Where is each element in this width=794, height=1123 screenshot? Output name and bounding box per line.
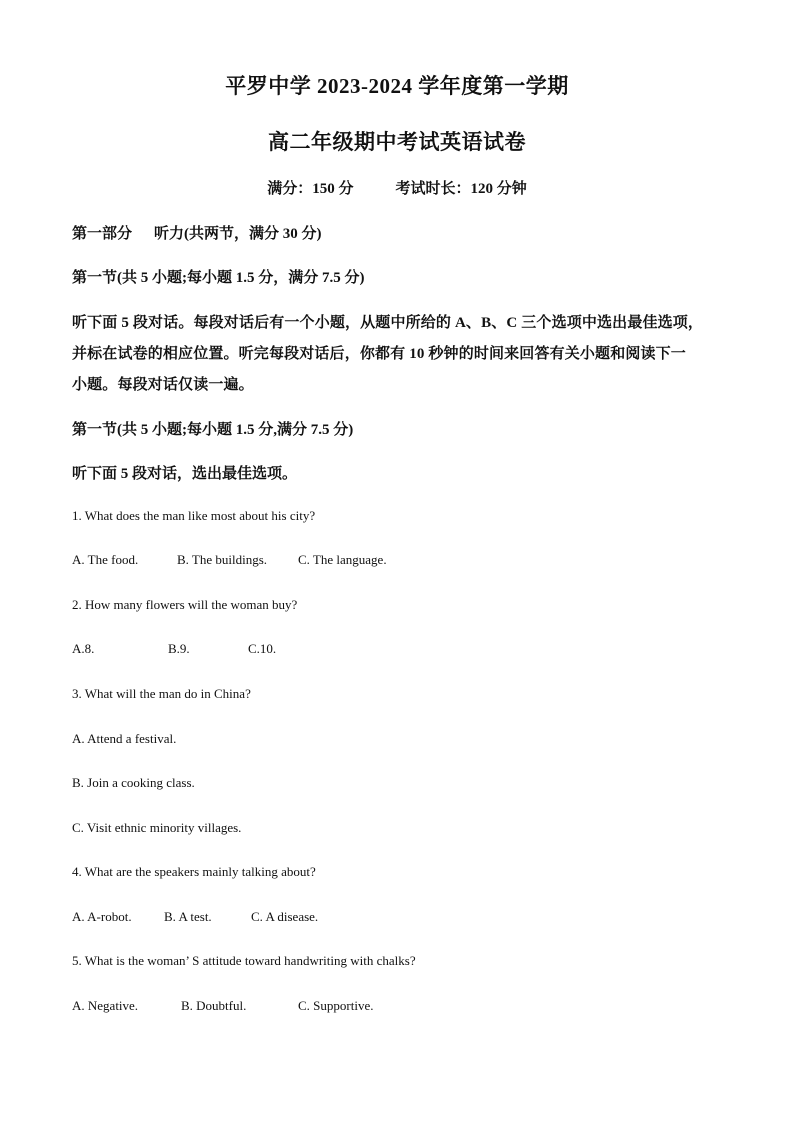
question-1-option-a: A. The food. [72, 552, 139, 567]
exam-meta [0, 177, 794, 198]
question-4-option-a: A. A-robot. [72, 909, 132, 924]
question-4-stem: 4. What are the speakers mainly talking about? [72, 864, 316, 879]
question-4-option-b: B. A test. [164, 909, 212, 924]
question-3-stem: 3. What will the man do in China? [72, 686, 251, 701]
question-5-option-a: A. Negative. [72, 998, 139, 1013]
question-3-option-c: C. Visit ethnic minority villages. [72, 820, 242, 835]
question-2-options [72, 641, 276, 657]
section1b-title: 第一节(共 5 小题;每小题 1.5 分,满分 7.5 分) [72, 422, 354, 438]
part1-title: 听力(共两节，满分 30 分) [154, 226, 322, 242]
section1a-instruction-line2: 并标在试卷的相应位置。听完每段对话后，你都有 10 秒钟的时间来回答有关小题和阅读下一 [72, 346, 686, 362]
question-1-stem: 1. What does the man like most about his city? [72, 508, 316, 523]
exam-duration: 考试时长：120 分钟 [395, 181, 527, 197]
question-2-option-b: B.9. [168, 641, 190, 656]
question-5-options [72, 998, 373, 1014]
section1a-title: 第一节(共 5 小题;每小题 1.5 分，满分 7.5 分) [72, 270, 365, 286]
question-3-option-b: B. Join a cooking class. [72, 775, 195, 790]
question-2-option-c: C.10. [248, 641, 277, 656]
question-2-option-a: A.8. [72, 641, 95, 656]
exam-title-line1: 平罗中学 2023-2024 学年度第一学期 [225, 74, 569, 98]
question-4-options [72, 909, 318, 925]
question-1-option-b: B. The buildings. [177, 552, 268, 567]
question-3-option-a: A. Attend a festival. [72, 731, 177, 746]
question-2-stem: 2. How many flowers will the woman buy? [72, 597, 298, 612]
part1-label: 第一部分 [72, 226, 133, 242]
question-5-option-c: C. Supportive. [298, 998, 374, 1013]
question-5-stem: 5. What is the woman’ S attitude toward handwriting with chalks? [72, 953, 416, 968]
full-score: 满分：150 分 [267, 181, 354, 197]
question-5-option-b: B. Doubtful. [181, 998, 247, 1013]
section1b-instruction: 听下面 5 段对话，选出最佳选项。 [72, 466, 298, 482]
part1-heading [72, 222, 322, 243]
section1a-instruction-line1: 听下面 5 段对话。每段对话后有一个小题，从题中所给的 A、B、C 三个选项中选出最佳选项， [72, 315, 704, 331]
question-4-option-c: C. A disease. [251, 909, 319, 924]
section1a-instruction-line3: 小题。每段对话仅读一遍。 [72, 377, 254, 393]
exam-title-line2: 高二年级期中考试英语试卷 [268, 130, 526, 154]
question-1-options [72, 552, 387, 568]
question-1-option-c: C. The language. [298, 552, 387, 567]
